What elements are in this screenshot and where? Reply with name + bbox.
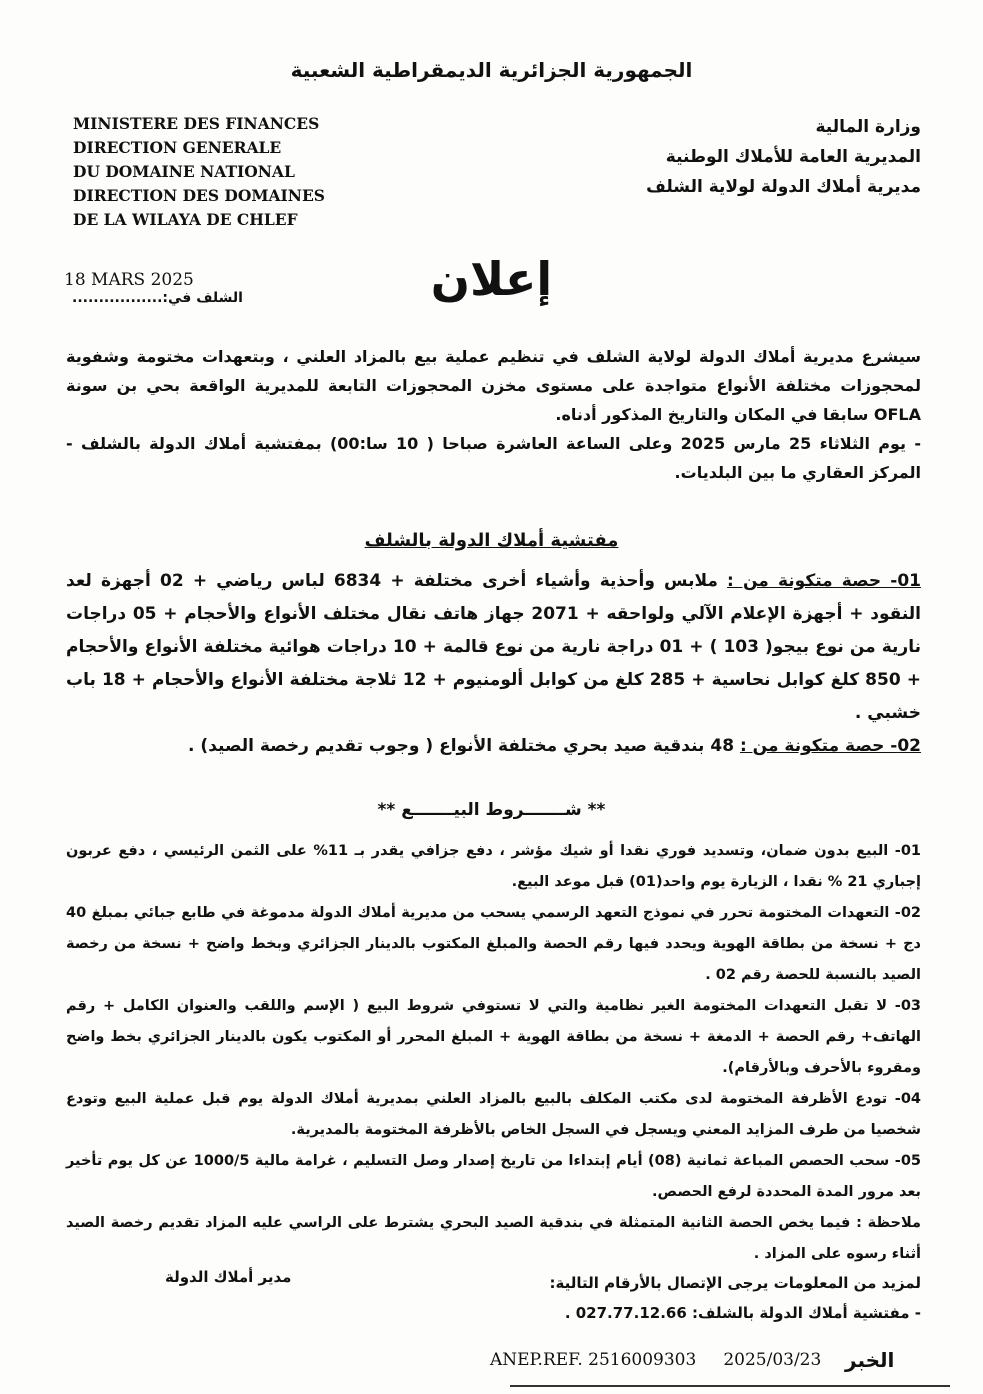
note-item: ملاحظة : فيما يخص الحصة الثانية المتمثلة في بندقية الصيد البحري يشترط على الراسي عليه المزاد تقديم رخصة الصيد أثناء رسوه على المزاد . — [66, 1215, 921, 1262]
fr-line: DIRECTION GENERALE — [73, 138, 282, 157]
ar-line: وزارة المالية — [815, 117, 921, 137]
anep-reference — [490, 1350, 821, 1370]
intro-paragraph: سيشرع مديرية أملاك الدولة لولاية الشلف في تنظيم عملية بيع بالمزاد العلني ، وبتعهدات مختومة وشفوية لمحجوزات مختلفة الأنواع متواجدة على مستوى مخزن المحجوزات التابعة للمديرية الواقعة بحي بن سونة OFLA سابقا في المكان والتاريخ المذكور أدناه. — [66, 347, 921, 424]
newspaper-name: الخبر — [845, 1348, 895, 1372]
condition-item: 01- البيع بدون ضمان، وتسديد فوري نقدا أو شيك مؤشر ، دفع جزافي يقدر بـ 11% على الثمن الرئيسي ، دفع عربون إجباري 21 % نقدا ، الزيارة يوم واحد(01) قبل موعد البيع. — [66, 843, 922, 890]
lot-text: 48 بندقية صيد بحري مختلفة الأنواع ( وجوب تقديم رخصة الصيد) . — [188, 736, 740, 756]
publication-date: 2025/03/23 — [723, 1350, 822, 1370]
ministry-ar-block — [646, 112, 921, 202]
condition-item: 04- تودع الأظرفة المختومة لدى مكتب المكلف بالبيع بالمزاد العلني بمديرية أملاك الدولة يوم قبل عملية البيع وتودع شخصيا من طرف المزايد المعني ويسجل في السجل الخاص بالأظرفة المختومة بالمديرية. — [66, 1091, 921, 1138]
republic-header: الجمهورية الجزائرية الديمقراطية الشعبية — [290, 58, 693, 82]
document-date: 18 MARS 2025 — [64, 270, 194, 290]
anep-ref: ANEP.REF. 2516009303 — [490, 1350, 697, 1370]
fr-line: DE LA WILAYA DE CHLEF — [73, 210, 298, 229]
fr-line: DU DOMAINE NATIONAL — [73, 162, 295, 181]
fr-line: DIRECTION DES DOMAINES — [73, 186, 325, 205]
lot-label: 01- حصة متكونة من : — [727, 571, 921, 591]
condition-item: 02- التعهدات المختومة تحرر في نموذج التعهد الرسمي يسحب من مديرية أملاك الدولة مدموغة في طابع جبائي بمبلغ 40 دج + نسخة من بطاقة الهوية ويحدد فيها رقم الحصة والمبلغ المكتوب بالدينار الجزائري وبخط واضح + نسخة من رخصة الصيد بالنسبة للحصة رقم 02 . — [66, 905, 921, 983]
ar-line: المديرية العامة للأملاك الوطنية — [665, 147, 921, 167]
lots-section — [66, 565, 921, 763]
contact-line: - مفتشية أملاك الدولة بالشلف: 027.77.12.66 . — [564, 1304, 921, 1322]
lot-item — [66, 565, 921, 730]
contact-line: لمزيد من المعلومات يرجى الإتصال بالأرقام التالية: — [549, 1274, 921, 1292]
footer-divider — [510, 1385, 950, 1387]
lot-text: ملابس وأحذية وأشياء أخرى مختلفة + 6834 لباس رياضي + 02 أجهزة لعد النقود + أجهزة الإعلام الآلي ولواحقه + 2071 جهاز هاتف نقال مختلف الأنواع والأحجام + 05 دراجات نارية من نوع بيجو( 103 ) + 01 دراجة نارية من نوع قالمة + 10 دراجات هوائية مختلفة الأنواع والأحجام + 850 كلغ كوابل نحاسية + 285 كلغ من كوابل ألومنيوم + 12 ثلاجة مختلفة الأنواع والأحجام + 18 باب خشبي . — [66, 571, 921, 723]
ar-line: مديرية أملاك الدولة لولاية الشلف — [646, 177, 921, 197]
announcement-title: إعلان — [430, 252, 553, 306]
condition-item: 05- سحب الحصص المباعة ثمانية (08) أيام إبتداءا من تاريخ إصدار وصل التسليم ، غرامة مالية 1000/5 عن كل يوم تأخير بعد مرور المدة المحددة لرفع الحصص. — [66, 1153, 921, 1200]
lot-item — [66, 730, 921, 763]
document-place: الشلف في:................. — [72, 290, 243, 306]
ministry-fr-block — [73, 112, 325, 232]
conditions-section — [66, 836, 921, 1270]
lot-label: 02- حصة متكونة من : — [739, 736, 921, 756]
director-signature: مدير أملاك الدولة — [165, 1268, 292, 1286]
intro-section — [66, 342, 921, 487]
conditions-heading: ** شـــــــروط البيـــــــع ** — [377, 800, 606, 820]
intro-paragraph: - يوم الثلاثاء 25 مارس 2025 وعلى الساعة العاشرة صباحا ( 10 سا:00) بمفتشية أملاك الدولة بالشلف - المركز العقاري ما بين البلديات. — [66, 434, 922, 482]
contact-block — [550, 1268, 921, 1328]
fr-line: MINISTERE DES FINANCES — [73, 114, 320, 133]
condition-item: 03- لا تقبل التعهدات المختومة الغير نظامية والتي لا تستوفي شروط البيع ( الإسم واللقب والعنوان الكامل + رقم الهاتف+ رقم الحصة + الدمغة + نسخة من بطاقة الهوية + المبلغ المحرر أو المكتوب يكون بالدينار الجزائري بخط واضح ومقروء بالأحرف وبالأرقام). — [66, 998, 921, 1076]
inspection-heading: مفتشية أملاك الدولة بالشلف — [364, 530, 619, 551]
